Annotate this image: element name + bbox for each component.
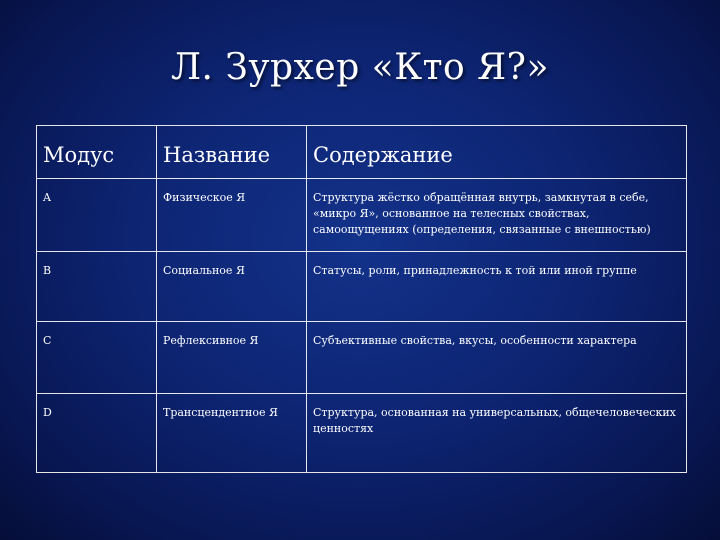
modus-cell: D <box>37 394 157 473</box>
content-cell: Структура жёстко обращённая внутрь, замкнутая в себе, «микро Я», основанное на телесных свойствах, самоощущениях (определения, связанные с внешностью) <box>307 179 687 252</box>
name-cell: Рефлексивное Я <box>157 322 307 394</box>
zurher-table <box>36 125 687 473</box>
modus-cell: A <box>37 179 157 252</box>
header-cell-name: Название <box>157 126 307 179</box>
table-row <box>37 322 687 394</box>
table-row <box>37 394 687 473</box>
header-cell-content: Содержание <box>307 126 687 179</box>
name-cell: Социальное Я <box>157 252 307 322</box>
content-cell: Статусы, роли, принадлежность к той или иной группе <box>307 252 687 322</box>
modus-cell: C <box>37 322 157 394</box>
content-cell: Структура, основанная на универсальных, общечеловеческих ценностях <box>307 394 687 473</box>
table-header-row <box>37 126 687 179</box>
modus-cell: B <box>37 252 157 322</box>
header-cell-modus: Модус <box>37 126 157 179</box>
slide-title: Л. Зурхер «Кто Я?» <box>171 47 549 88</box>
name-cell: Трансцендентное Я <box>157 394 307 473</box>
name-cell: Физическое Я <box>157 179 307 252</box>
table-row <box>37 252 687 322</box>
content-cell: Субъективные свойства, вкусы, особенности характера <box>307 322 687 394</box>
table-row <box>37 179 687 252</box>
